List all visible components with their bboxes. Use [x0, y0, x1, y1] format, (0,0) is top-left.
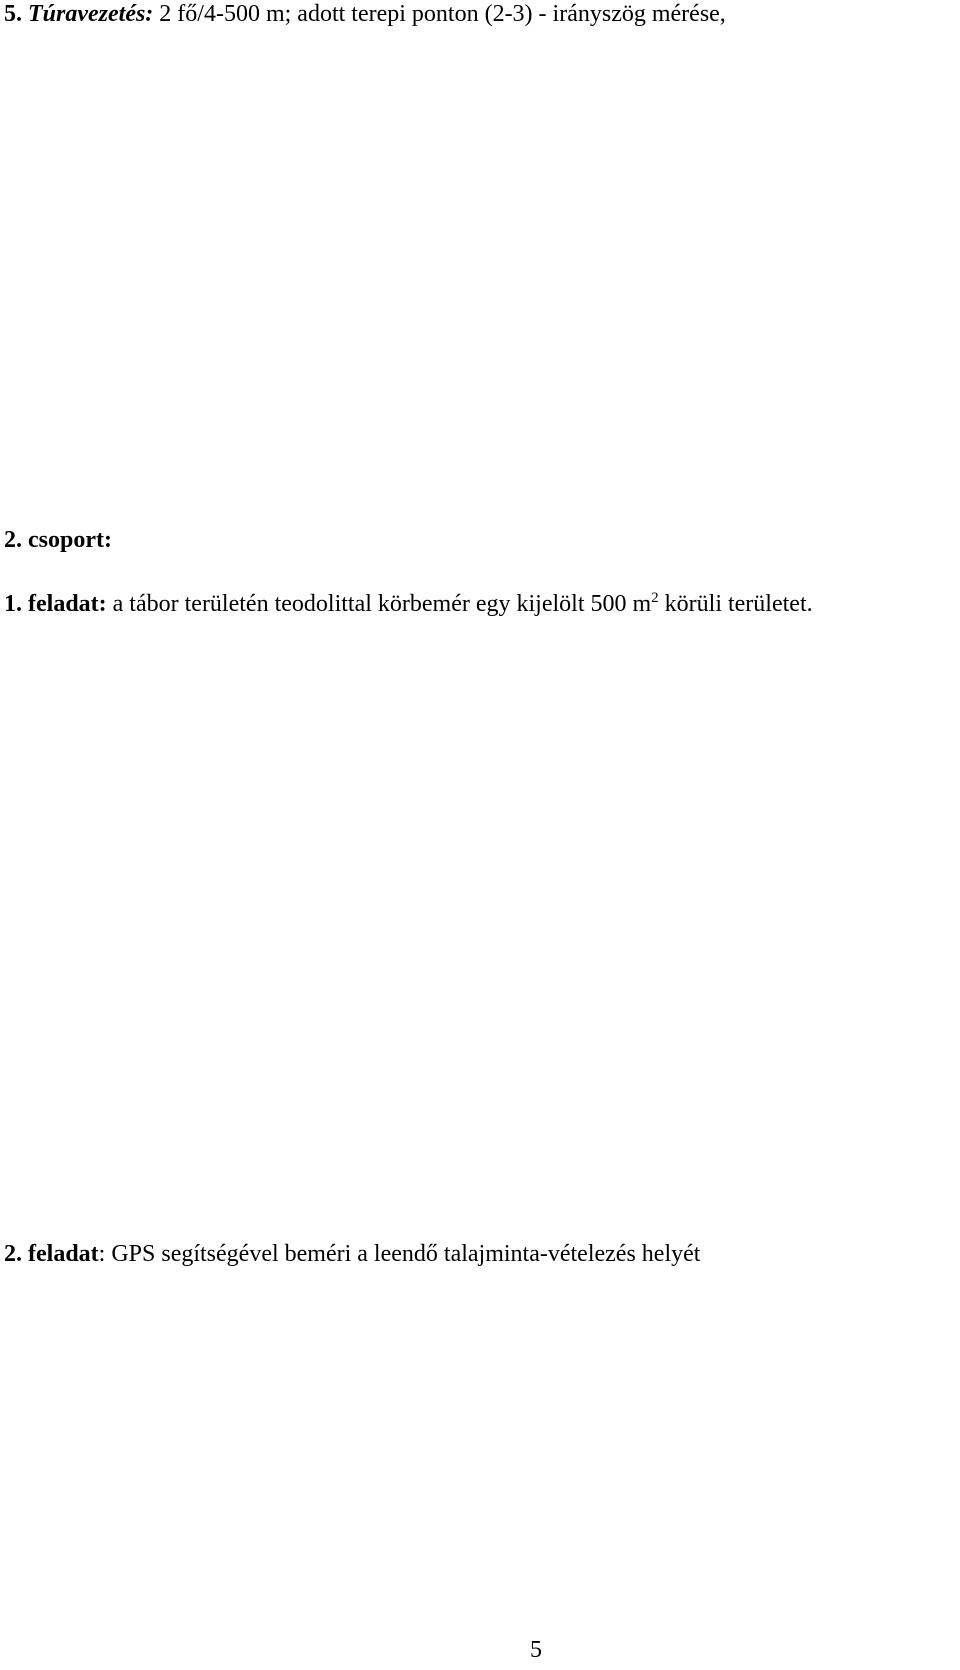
section-5-line — [4, 0, 726, 28]
section-title: Túravezetés: — [28, 1, 154, 27]
task-1-line — [4, 590, 813, 618]
task-1-text: a tábor területén teodolittal körbemér egy kijelölt 500 m — [106, 591, 652, 617]
group-heading: 2. csoport: — [4, 527, 112, 553]
section-number: 5. — [4, 1, 22, 27]
task-2-label: 2. feladat — [4, 1241, 99, 1267]
task-2-line — [4, 1240, 700, 1268]
task-2-text: : GPS segítségével beméri a leendő talajminta-vételezés helyét — [98, 1241, 701, 1267]
page-number: 5 — [530, 1637, 542, 1663]
task-1-text-after: körüli területet. — [658, 591, 813, 617]
task-1-label: 1. feladat: — [4, 591, 107, 617]
section-text: 2 fő/4-500 m; adott terepi ponton (2-3) - irányszög mérése, — [153, 1, 726, 27]
task-1-superscript: 2 — [651, 590, 659, 606]
